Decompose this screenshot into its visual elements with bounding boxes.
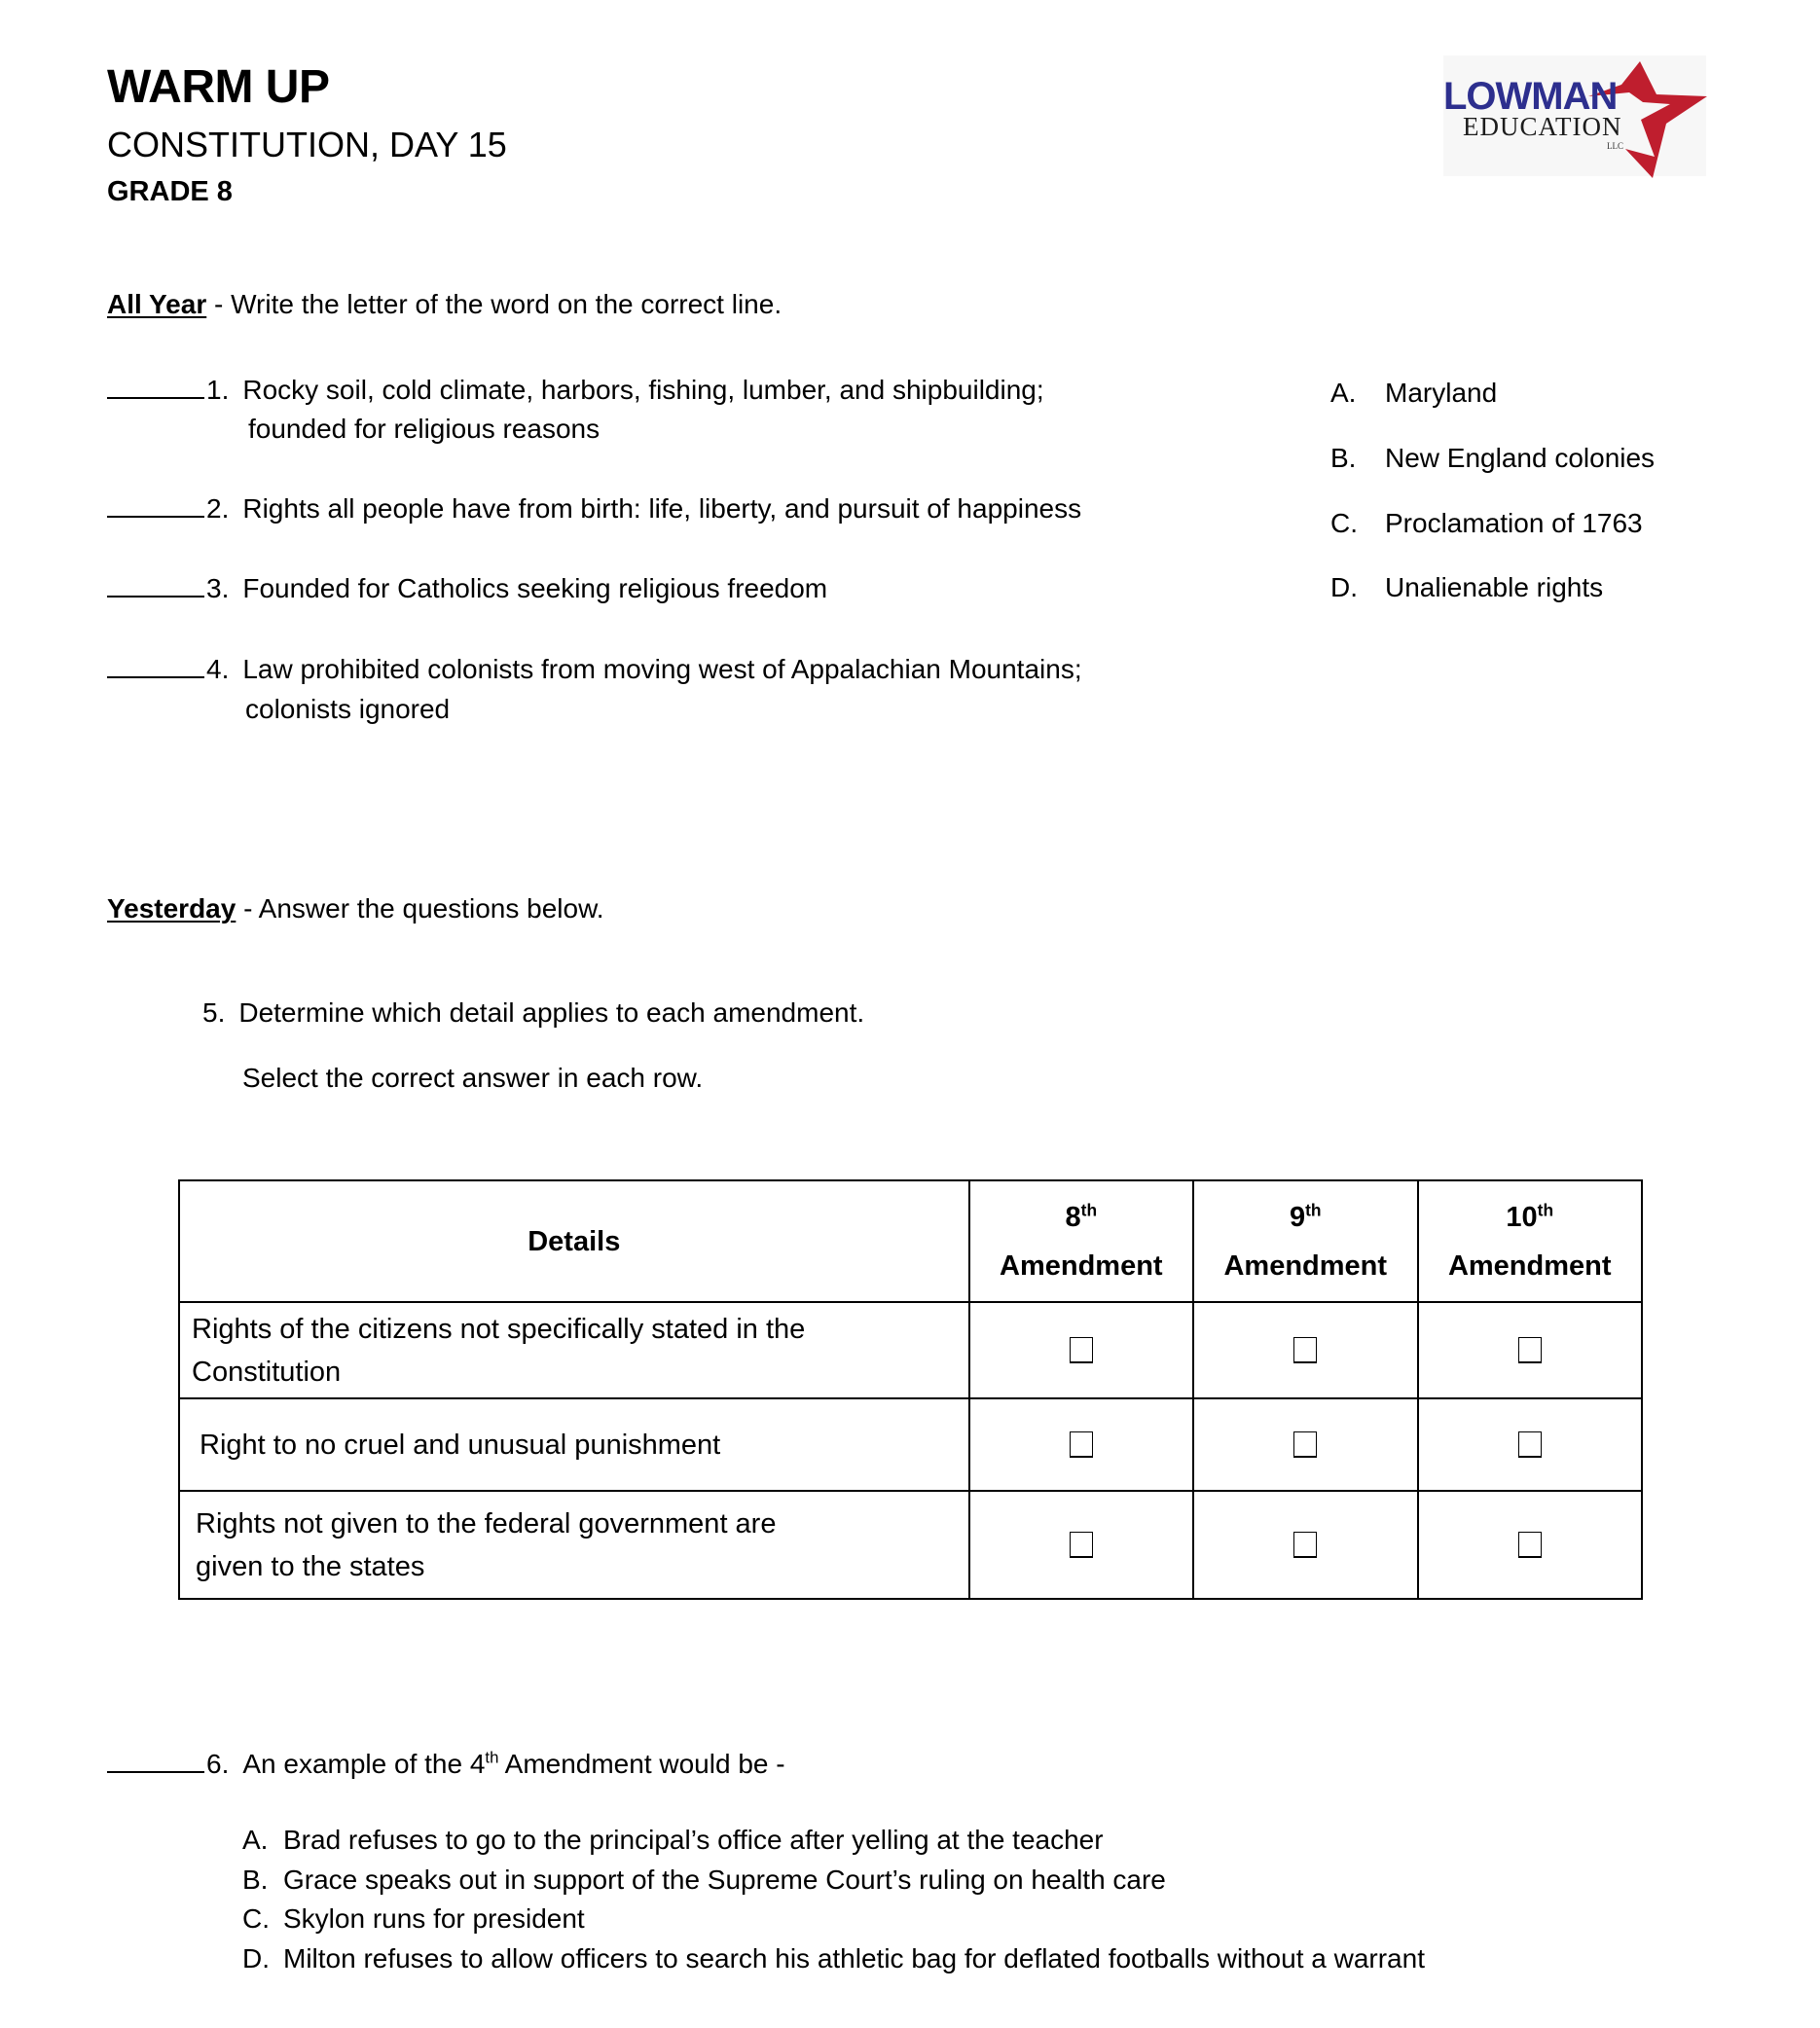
option-text: Grace speaks out in support of the Supreme Court’s ruling on health care (283, 1865, 1166, 1895)
question-1 (107, 374, 1044, 407)
question-text: Rights all people have from birth: life, liberty, and pursuit of happiness (242, 493, 1082, 524)
option-letter: A. (242, 1825, 269, 1855)
question-6 (107, 1748, 785, 1781)
details-column-header: Details (179, 1180, 969, 1302)
checkbox-10th[interactable] (1518, 1337, 1542, 1363)
table-header-row (179, 1180, 1642, 1302)
yesterday-instruction-text: - Answer the questions below. (236, 893, 604, 923)
question-4 (107, 653, 1082, 686)
question-number: 1. (206, 375, 230, 405)
grade-label: GRADE 8 (107, 176, 233, 207)
question-number: 6. (206, 1749, 230, 1779)
question-number: 4. (206, 654, 230, 684)
column-header-8th-amendment (969, 1180, 1193, 1302)
amendment-table (178, 1179, 1643, 1600)
detail-text: given to the states (196, 1550, 425, 1582)
choice-letter: C. (1330, 508, 1358, 538)
answer-blank-1[interactable] (107, 374, 204, 399)
all-year-instructions (107, 288, 782, 321)
choice-c (1330, 507, 1643, 540)
checkbox-8th[interactable] (1070, 1532, 1093, 1558)
check-cell (1418, 1302, 1643, 1398)
amendment-number: 9 (1289, 1201, 1306, 1233)
choice-d (1330, 571, 1603, 604)
option-d (242, 1942, 1425, 1975)
detail-text: Constitution (192, 1356, 342, 1388)
checkbox-10th[interactable] (1518, 1431, 1542, 1458)
page-title: WARM UP (107, 61, 330, 113)
amendment-number: 10 (1506, 1201, 1538, 1233)
amendment-label: Amendment (1223, 1249, 1388, 1282)
question-text (242, 1748, 784, 1781)
logo-text-lowman: LOWMAN (1443, 75, 1618, 118)
question-text: Determine which detail applies to each amendment. (238, 997, 865, 1028)
check-cell (1193, 1302, 1417, 1398)
table-row (179, 1302, 1642, 1398)
checkbox-9th[interactable] (1293, 1532, 1317, 1558)
option-text: Skylon runs for president (283, 1903, 585, 1934)
table-row (179, 1491, 1642, 1599)
option-b (242, 1864, 1166, 1897)
question-text: Founded for Catholics seeking religious freedom (242, 573, 828, 603)
answer-blank-6[interactable] (107, 1748, 204, 1773)
answer-blank-4[interactable] (107, 653, 204, 678)
ordinal-suffix: th (485, 1748, 499, 1767)
choice-text: Unalienable rights (1385, 572, 1604, 602)
checkbox-8th[interactable] (1070, 1337, 1093, 1363)
detail-cell (179, 1398, 969, 1491)
ordinal-suffix: th (1537, 1199, 1554, 1219)
check-cell (1193, 1491, 1417, 1599)
detail-text: Right to no cruel and unusual punishment (200, 1429, 721, 1461)
all-year-instruction-text: - Write the letter of the word on the correct line. (206, 289, 783, 319)
question-text: Rocky soil, cold climate, harbors, fishing, lumber, and shipbuilding; (242, 375, 1044, 405)
question-3 (107, 572, 827, 605)
column-header-10th-amendment (1418, 1180, 1643, 1302)
column-header-9th-amendment (1193, 1180, 1417, 1302)
logo-text-llc: LLC (1607, 141, 1623, 151)
choice-a (1330, 377, 1497, 410)
option-c (242, 1902, 585, 1936)
amendment-number: 8 (1065, 1201, 1081, 1233)
question-1-line-2: founded for religious reasons (248, 414, 601, 444)
check-cell (969, 1302, 1193, 1398)
lowman-education-logo (1443, 55, 1706, 176)
check-cell (969, 1398, 1193, 1491)
choice-b (1330, 442, 1655, 475)
choice-text: New England colonies (1385, 443, 1656, 473)
checkbox-9th[interactable] (1293, 1337, 1317, 1363)
yesterday-instructions (107, 892, 604, 925)
option-letter: C. (242, 1903, 270, 1934)
prompt-part: Amendment would be - (498, 1749, 785, 1779)
detail-text: Rights of the citizens not specifically stated in the (192, 1313, 806, 1345)
amendment-label: Amendment (1447, 1249, 1612, 1282)
detail-cell (179, 1302, 969, 1398)
question-4-line-2: colonists ignored (245, 694, 451, 724)
table-row (179, 1398, 1642, 1491)
detail-text: Rights not given to the federal government are (196, 1507, 777, 1539)
page-subtitle: CONSTITUTION, DAY 15 (107, 125, 507, 164)
ordinal-suffix: th (1080, 1199, 1098, 1219)
check-cell (1418, 1398, 1643, 1491)
checkbox-8th[interactable] (1070, 1431, 1093, 1458)
all-year-heading: All Year (107, 289, 207, 319)
logo-text-education: EDUCATION (1463, 112, 1622, 141)
question-number: 3. (206, 573, 230, 603)
question-2 (107, 492, 1081, 525)
check-cell (1418, 1491, 1643, 1599)
checkbox-10th[interactable] (1518, 1532, 1542, 1558)
option-a (242, 1824, 1104, 1857)
option-letter: B. (242, 1865, 269, 1895)
option-text: Brad refuses to go to the principal’s office after yelling at the teacher (283, 1825, 1104, 1855)
answer-blank-2[interactable] (107, 492, 204, 518)
choice-letter: B. (1330, 443, 1357, 473)
choice-letter: D. (1330, 572, 1358, 602)
question-number: 5. (202, 997, 226, 1028)
choice-letter: A. (1330, 378, 1357, 408)
question-number: 2. (206, 493, 230, 524)
check-cell (1193, 1398, 1417, 1491)
question-5 (202, 996, 864, 1030)
choice-text: Maryland (1385, 378, 1498, 408)
amendment-label: Amendment (1000, 1249, 1163, 1282)
question-5-sub-prompt: Select the correct answer in each row. (242, 1063, 704, 1093)
option-letter: D. (242, 1943, 270, 1974)
yesterday-heading: Yesterday (107, 893, 237, 923)
checkbox-9th[interactable] (1293, 1431, 1317, 1458)
detail-cell (179, 1491, 969, 1599)
answer-blank-3[interactable] (107, 572, 204, 598)
question-text: Law prohibited colonists from moving west of Appalachian Mountains; (242, 654, 1082, 684)
check-cell (969, 1491, 1193, 1599)
ordinal-suffix: th (1305, 1199, 1322, 1219)
prompt-part: An example of the 4 (242, 1749, 486, 1779)
choice-text: Proclamation of 1763 (1385, 508, 1643, 538)
option-text: Milton refuses to allow officers to search his athletic bag for deflated footballs without a warrant (283, 1943, 1425, 1974)
